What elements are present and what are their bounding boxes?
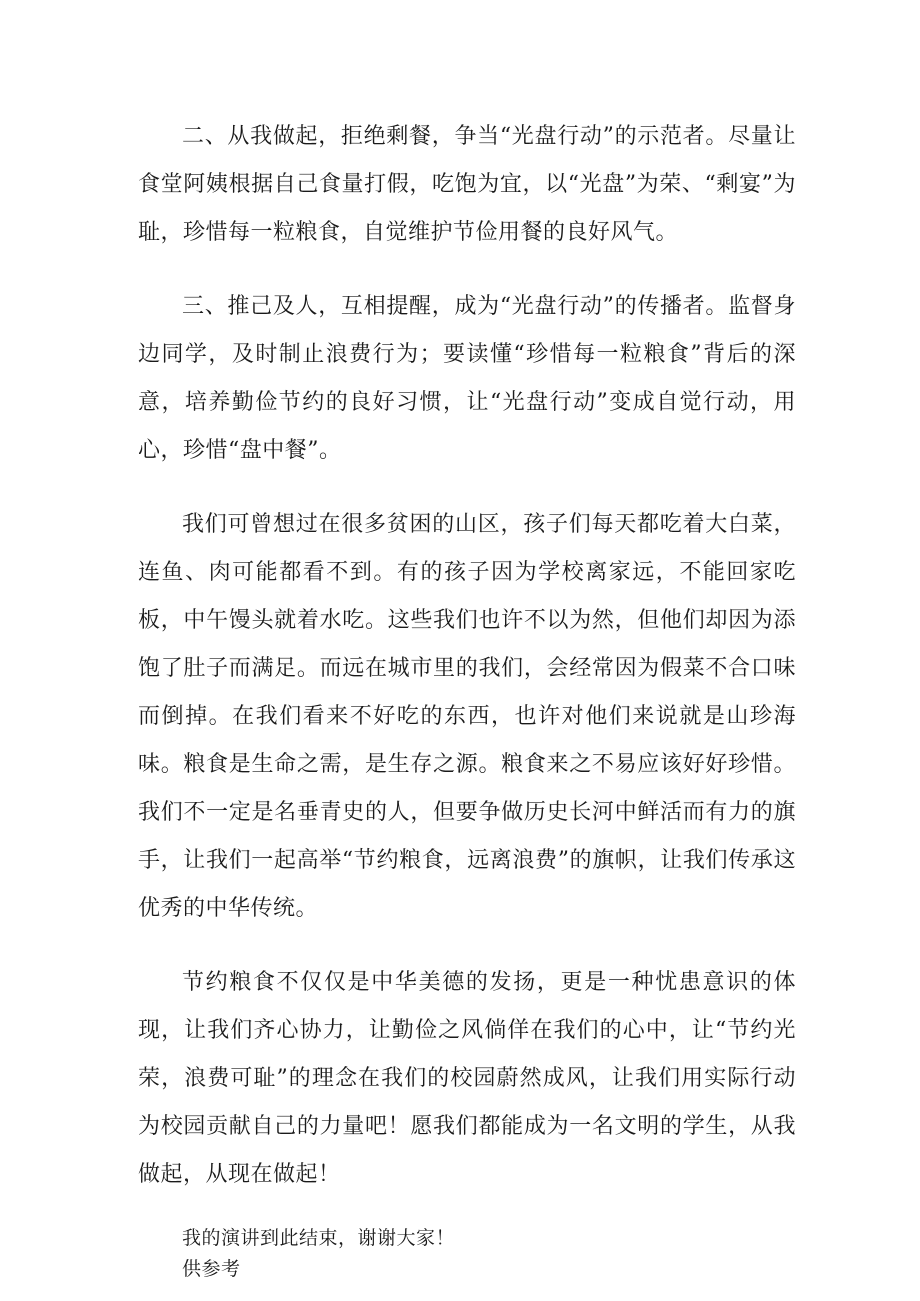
paragraph-spacer	[138, 1199, 796, 1223]
paragraph-poverty: 我们可曾想过在很多贫困的山区，孩子们每天都吃着大白菜，连鱼、肉可能都看不到。有的孩子因为学校离家远，不能回家吃板，中午馒头就着水吃。这些我们也许不以为然，但他们却因为添饱了肚子而满足。而远在城市里的我们，会经常因为假菜不合口味而倒掉。在我们看来不好吃的东西，也许对他们来说就是山珍海味。粮食是生命之需，是生存之源。粮食来之不易应该好好珍惜。我们不一定是名垂青史的人，但要争做历史长河中鲜活而有力的旗手，让我们一起高举“节约粮食，远离浪费”的旗帜，让我们传承这优秀的中华传统。	[138, 512, 796, 921]
closing-line: 我的演讲到此结束，谢谢大家！	[182, 1227, 456, 1249]
paragraph-two: 二、从我做起，拒绝剩餐，争当“光盘行动”的示范者。尽量让食堂阿姨根据自己食量打假，吃饱为宜，以“光盘”为荣、“剩宴”为耻，珍惜每一粒粮食，自觉维护节俭用餐的良好风气。	[138, 124, 796, 245]
reference-note: 供参考	[182, 1258, 241, 1280]
paragraph-three: 三、推己及人，互相提醒，成为“光盘行动”的传播者。监督身边同学，及时制止浪费行为；要读懂“珍惜每一粒粮食”背后的深意，培养勤俭节约的良好习惯，让“光盘行动”变成自觉行动，用心，珍惜“盘中餐”。	[138, 294, 796, 463]
paragraph-spacer	[138, 475, 796, 501]
paragraph-spacer	[138, 933, 796, 959]
paragraph-spacer	[138, 257, 796, 283]
document-page	[138, 113, 796, 1285]
paragraph-conclusion: 节约粮食不仅仅是中华美德的发扬，更是一种忧患意识的体现，让我们齐心协力，让勤俭之风倘佯在我们的心中，让“节约光荣，浪费可耻”的理念在我们的校园蔚然成风，让我们用实际行动为校园贡献自己的力量吧！愿我们都能成为一名文明的学生，从我做起，从现在做起！	[138, 970, 796, 1187]
